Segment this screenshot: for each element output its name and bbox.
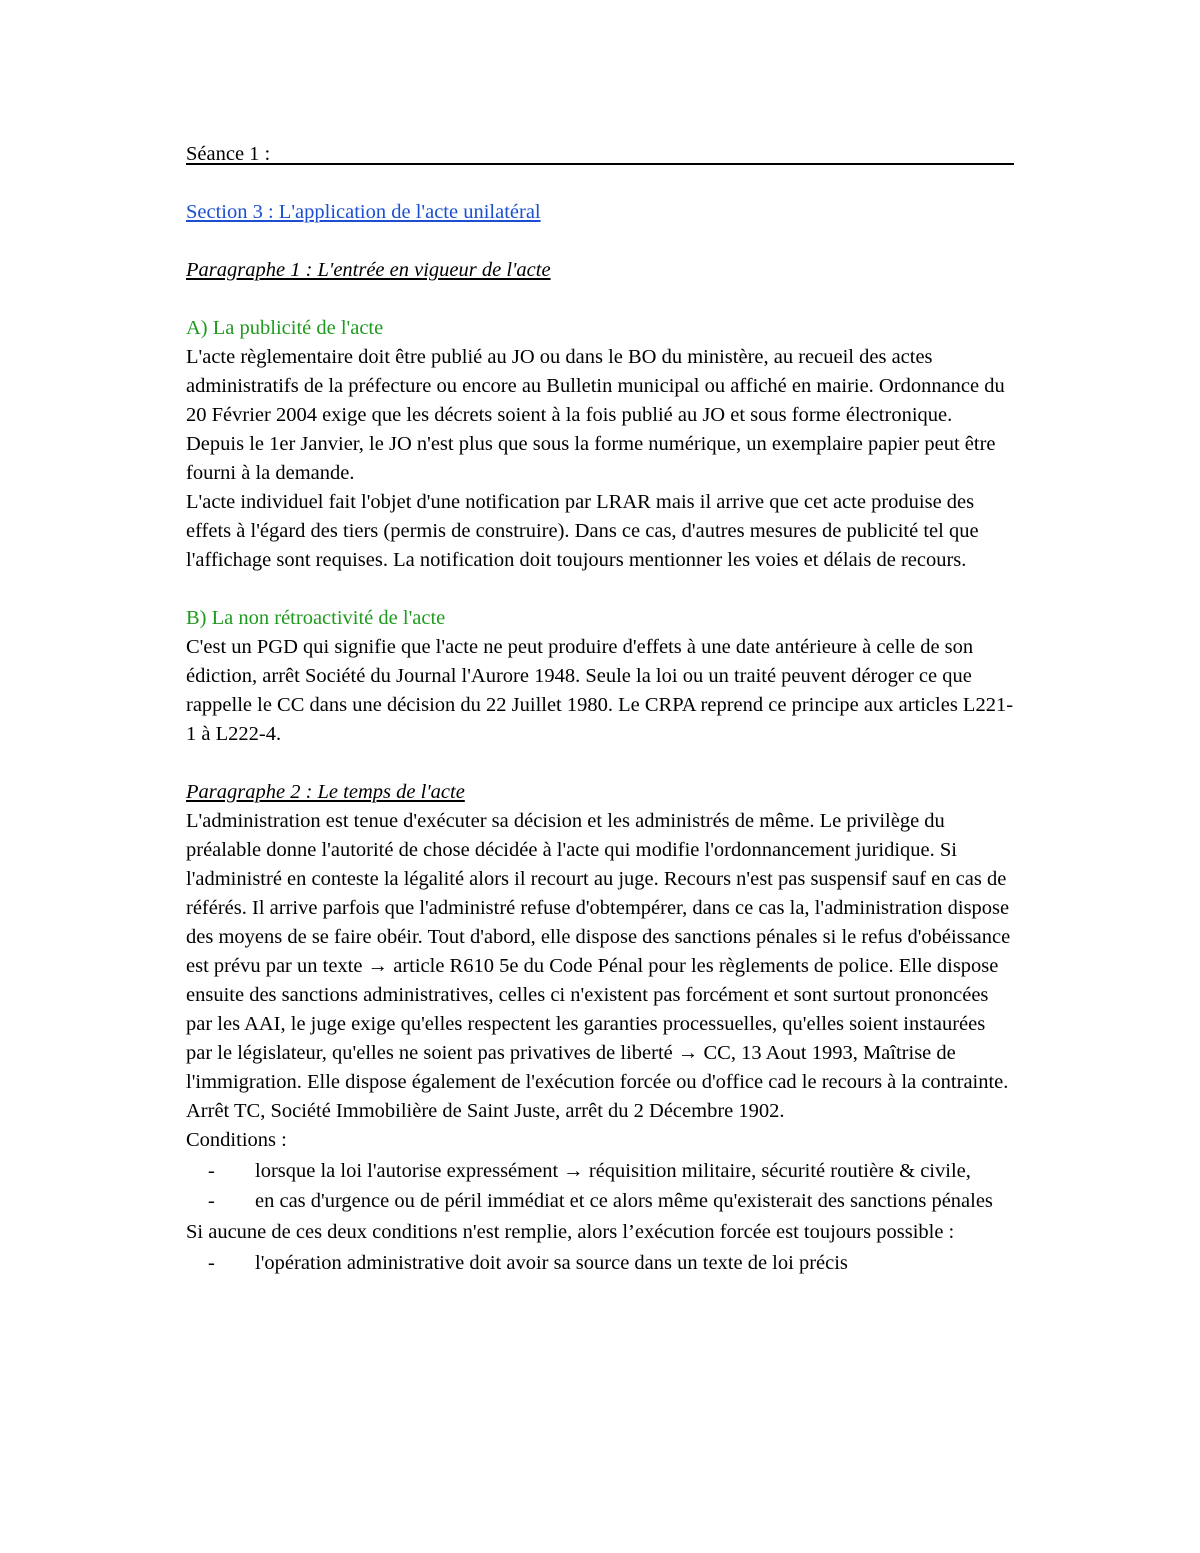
subsection-a-text-2: L'acte individuel fait l'objet d'une notification par LRAR mais il arrive que cet acte produise des effets à l'égard des tiers (permis de construire). Dans ce cas, d'autres mesures de publicité tel que l'affichage sont requises. La notification doit toujours mentionner les voies et délais de recours. (186, 491, 979, 571)
after-conditions-text: Si aucune de ces deux conditions n'est remplie, alors l’exécution forcée est toujours possible : (186, 1221, 955, 1243)
subsection-b-title: B) La non rétroactivité de l'acte (186, 607, 446, 629)
subsection-b-text: C'est un PGD qui signifie que l'acte ne peut produire d'effets à une date antérieure à celle de son édiction, arrêt Société du Journal l'Aurore 1948. Seule la loi ou un traité peuvent déroger ce que rappelle le CC dans une décision du 22 Juillet 1980. Le CRPA reprend ce principe aux articles L221-1 à L222-4. (186, 636, 1014, 745)
list-item (186, 1249, 1014, 1278)
paragraphe-2-text: L'administration est tenue d'exécuter sa décision et les administrés de même. Le privilège du préalable donne l'autorité de chose décidée à l'acte qui modifie l'ordonnancement juridique. Si l'administré en conteste la légalité alors il recourt au juge. Recours n'est pas suspensif sauf en cas de référés. Il arrive parfois que l'administré refuse d'obtempérer, dans ce cas la, l'administration dispose des moyens de se faire obéir. Tout d'abord, elle dispose des sanctions pénales si le refus d'obéissance est prévu par un texte → article R610 5e du Code Pénal pour les règlements de police. Elle dispose ensuite des sanctions administratives, celles ci n'existent pas forcément et sont surtout prononcées par les AAI, le juge exige qu'elles respectent les garanties processuelles, qu'elles soient instaurées par le législateur, qu'elles ne soient pas privatives de liberté → CC, 13 Aout 1993, Maîtrise de l'immigration. Elle dispose également de l'exécution forcée ou d'office cad le recours à la contrainte. Arrêt TC, Société Immobilière de Saint Juste, arrêt du 2 Décembre 1902. (186, 810, 1011, 1122)
condition-text: lorsque la loi l'autorise expressément → réquisition militaire, sécurité routière & civile, (255, 1160, 971, 1182)
section-title-link[interactable]: Section 3 : L'application de l'acte unilatéral (186, 201, 541, 223)
bullet-dash-icon: - (208, 1190, 215, 1212)
seance-label: Séance 1 : (186, 143, 271, 165)
requirement-text: l'opération administrative doit avoir sa source dans un texte de loi précis (255, 1252, 848, 1274)
paragraphe-2-title: Paragraphe 2 : Le temps de l'acte (186, 781, 465, 803)
subsection-a-text-1: L'acte règlementaire doit être publié au JO ou dans le BO du ministère, au recueil des actes administratifs de la préfecture ou encore au Bulletin municipal ou affiché en mairie. Ordonnance du 20 Février 2004 exige que les décrets soient à la fois publié au JO et sous forme électronique. Depuis le 1er Janvier, le JO n'est plus que sous la forme numérique, un exemplaire papier peut être fourni à la demande. (186, 346, 1005, 484)
list-item (186, 1157, 1014, 1186)
requirements-list (186, 1249, 1014, 1278)
list-item (186, 1187, 1014, 1216)
subsection-a-title: A) La publicité de l'acte (186, 317, 384, 339)
condition-text: en cas d'urgence ou de péril immédiat et ce alors même qu'existerait des sanctions pénales (255, 1190, 993, 1212)
bullet-dash-icon: - (208, 1252, 215, 1274)
seance-header (186, 140, 1014, 169)
header-rule (186, 163, 1014, 165)
conditions-list (186, 1157, 1014, 1216)
paragraphe-1-title: Paragraphe 1 : L'entrée en vigueur de l'acte (186, 259, 551, 281)
bullet-dash-icon: - (208, 1160, 215, 1182)
conditions-label: Conditions : (186, 1129, 287, 1151)
document-page (186, 140, 1014, 1280)
